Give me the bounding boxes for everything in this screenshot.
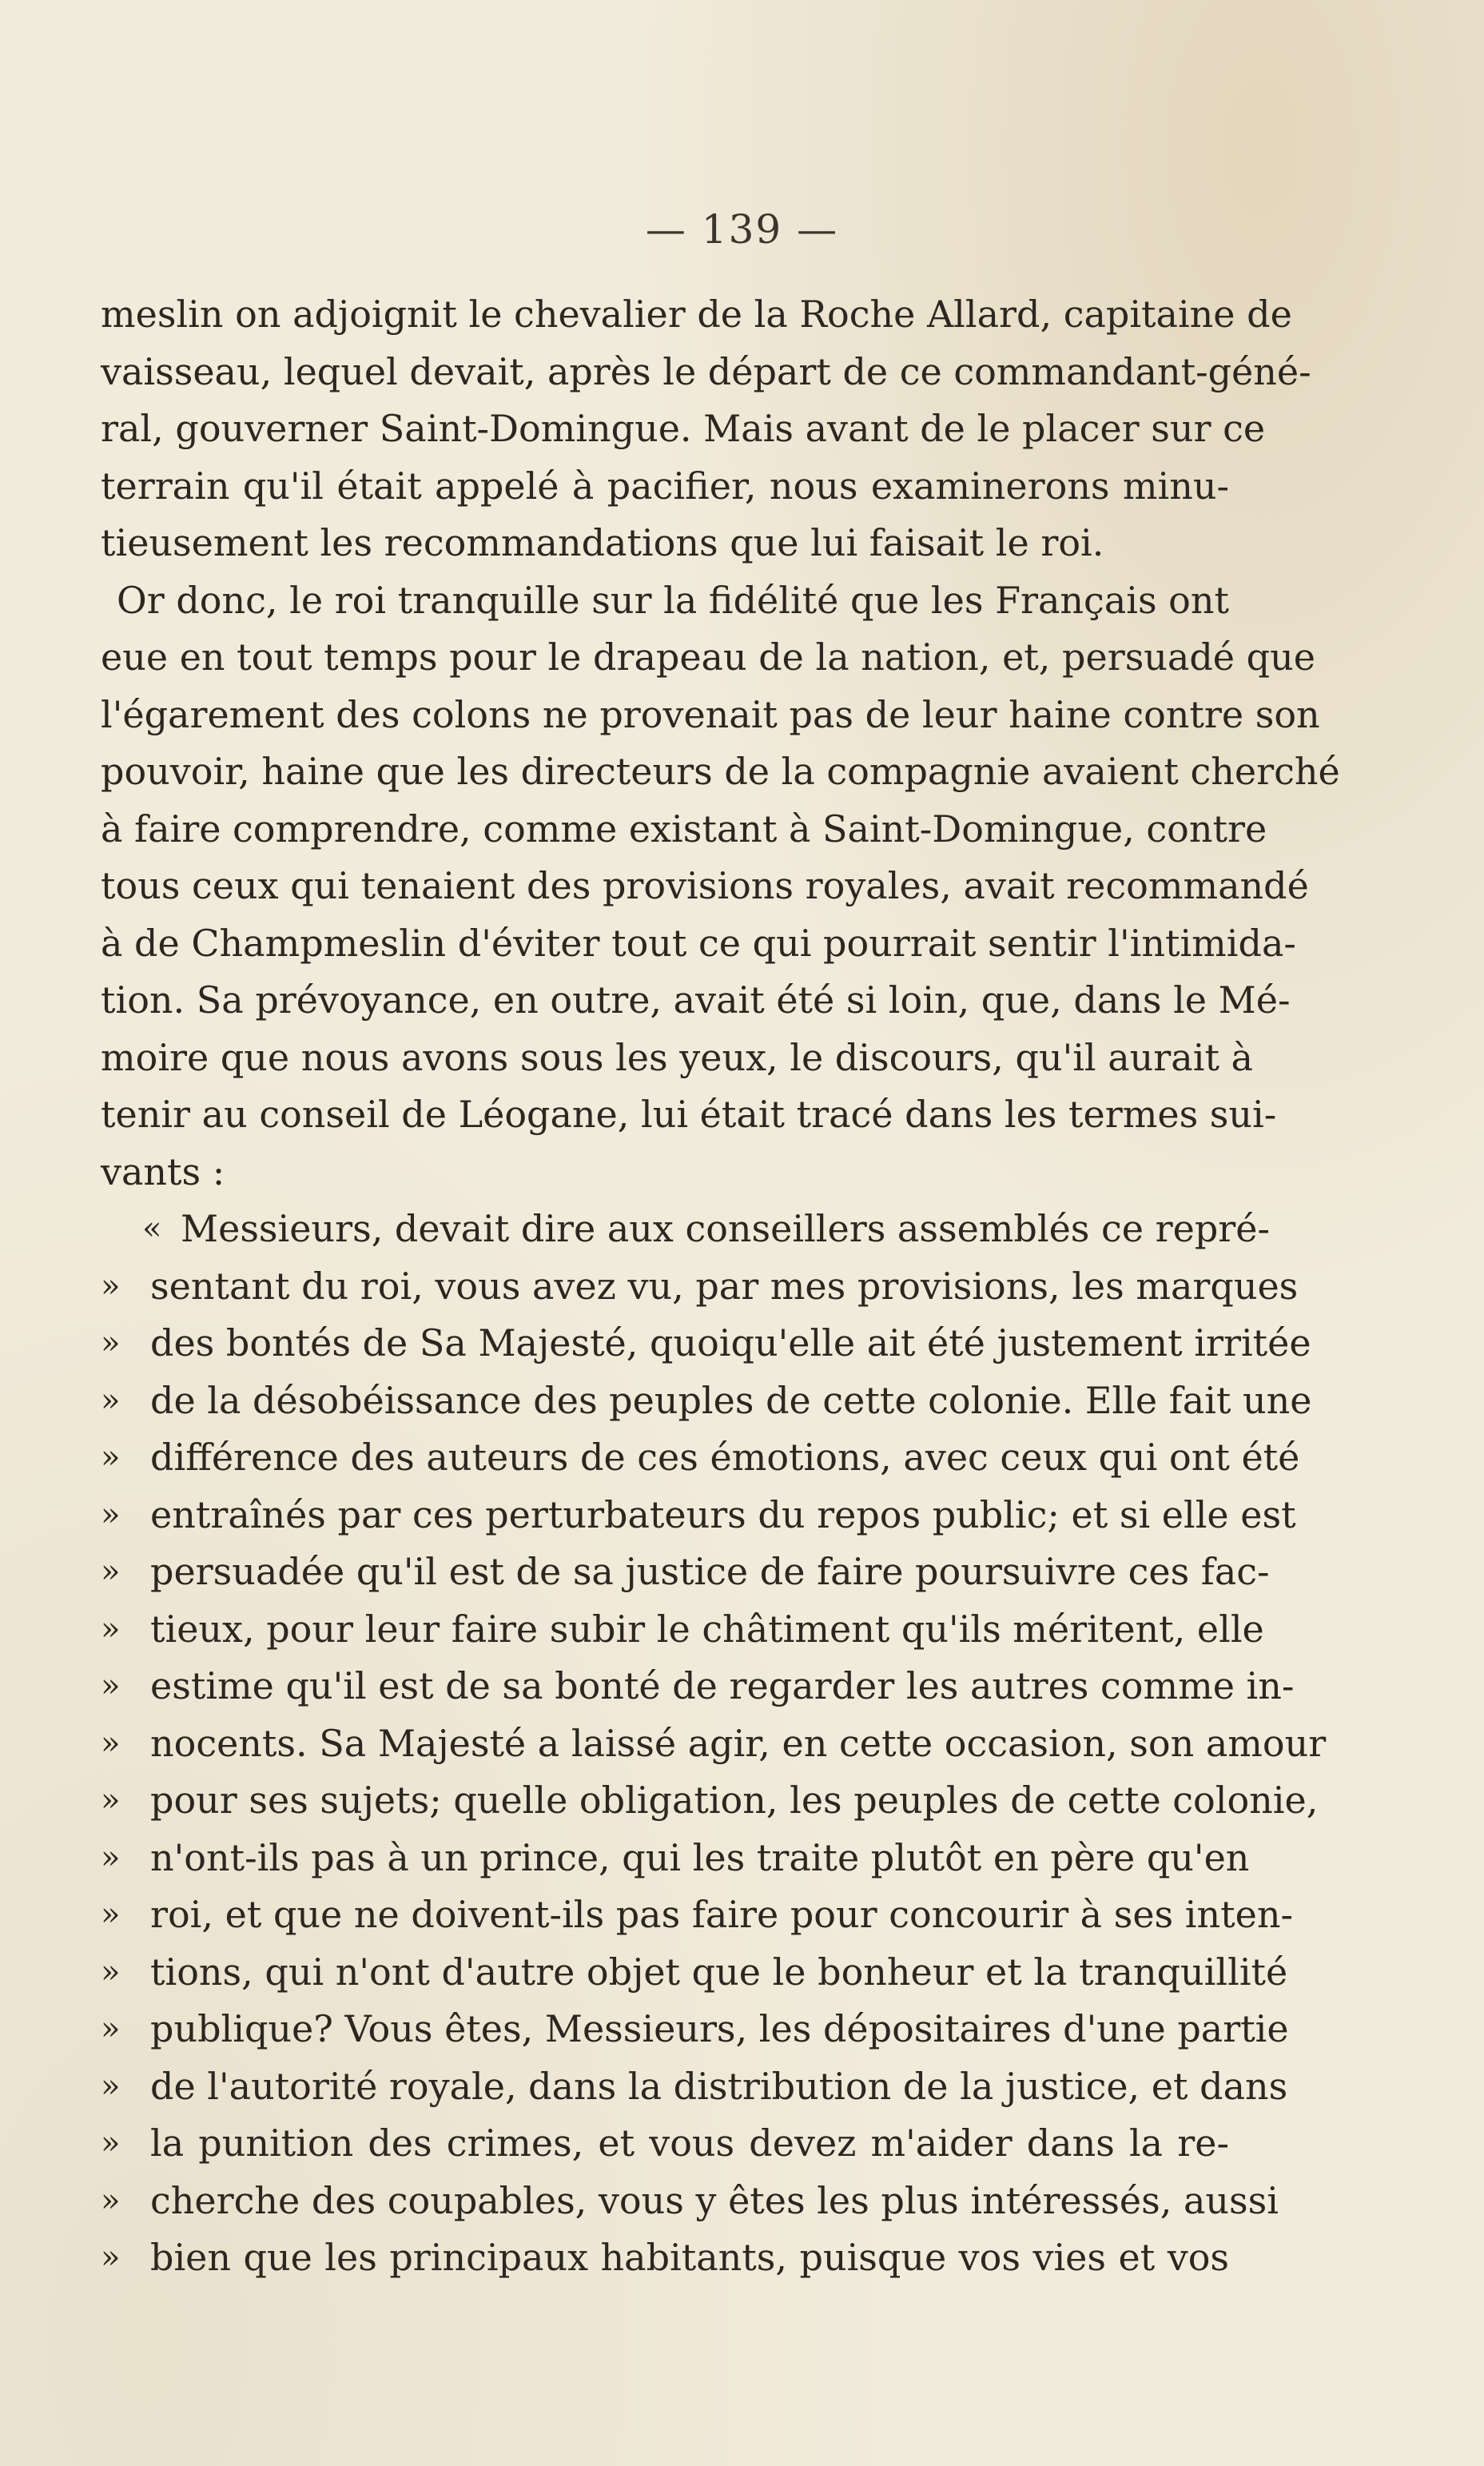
continuation-quote-mark: » — [101, 1381, 121, 1419]
text-line: meslin on adjoignit le chevalier de la Roche Allard, capitaine de — [101, 293, 1292, 336]
quote-line-text: bien que les principaux habitants, puisque vos vies et vos — [150, 2236, 1229, 2279]
quote-line-text: estime qu'il est de sa bonté de regarder les autres comme in- — [150, 1664, 1295, 1707]
text-line: Or donc, le roi tranquille sur la fidélité que les Français ont — [117, 578, 1229, 622]
quote-line — [101, 1544, 1270, 1600]
continuation-quote-mark: » — [101, 1667, 121, 1704]
quote-line-text: tions, qui n'ont d'autre objet que le bonheur et la tranquillité — [150, 1950, 1288, 1994]
text-line: ral, gouverner Saint-Domingue. Mais avant de le placer sur ce — [101, 407, 1266, 450]
quote-line — [101, 1944, 1288, 2000]
open-quote-mark: « — [142, 1210, 162, 1247]
quote-line — [101, 2229, 1229, 2285]
quote-line-text: sentant du roi, vous avez vu, par mes provisions, les marques — [150, 1264, 1299, 1308]
text-line: à de Champmeslin d'éviter tout ce qui pourrait sentir l'intimida- — [101, 921, 1296, 965]
quote-line — [101, 1372, 1312, 1428]
text-line: à faire comprendre, comme existant à Saint-Domingue, contre — [101, 807, 1267, 851]
quote-line — [101, 1715, 1327, 1771]
quote-line-text: Messieurs, devait dire aux conseillers assemblés ce repré- — [181, 1207, 1271, 1250]
quote-line-text: pour ses sujets; quelle obligation, les peuples de cette colonie, — [150, 1779, 1319, 1822]
text-line: l'égarement des colons ne provenait pas de leur haine contre son — [101, 692, 1320, 736]
text-line: vaisseau, lequel devait, après le départ de ce commandant-géné- — [101, 349, 1311, 393]
quote-line — [101, 1315, 1311, 1371]
continuation-quote-mark: » — [101, 2067, 121, 2105]
quote-line — [101, 2173, 1279, 2229]
continuation-quote-mark: » — [101, 1325, 121, 1361]
quote-line — [101, 1658, 1295, 1714]
quote-line-text: différence des auteurs de ces émotions, avec ceux qui ont été — [150, 1436, 1300, 1479]
quote-line-text: roi, et que ne doivent-ils pas faire pour concourir à ses inten- — [150, 1893, 1293, 1936]
continuation-quote-mark: » — [101, 1839, 121, 1876]
continuation-quote-mark: » — [101, 2125, 121, 2161]
continuation-quote-mark: » — [101, 1724, 121, 1762]
text-line: tous ceux qui tenaient des provisions royales, avait recommandé — [101, 864, 1309, 907]
quote-line — [101, 1772, 1319, 1828]
quote-line-text: entraînés par ces perturbateurs du repos public; et si elle est — [150, 1492, 1296, 1536]
quote-line — [101, 1258, 1299, 1314]
quote-line — [101, 2058, 1288, 2114]
quote-line-text: la punition des crimes, et vous devez m'aider dans la re- — [150, 2121, 1229, 2165]
text-line: eue en tout temps pour le drapeau de la nation, et, persuadé que — [101, 635, 1315, 679]
text-line: tion. Sa prévoyance, en outre, avait été si loin, que, dans le Mé- — [101, 978, 1291, 1022]
quote-line-text: nocents. Sa Majesté a laissé agir, en cette occasion, son amour — [150, 1721, 1327, 1765]
text-line: vants : — [101, 1149, 225, 1193]
quote-line-text: des bontés de Sa Majesté, quoiqu'elle ait été justement irritée — [150, 1321, 1311, 1364]
quote-line — [101, 2115, 1229, 2171]
page-number: — 139 — — [645, 206, 839, 253]
continuation-quote-mark: » — [101, 1496, 121, 1533]
text-line: moire que nous avons sous les yeux, le discours, qu'il aurait à — [101, 1035, 1253, 1079]
text-line: terrain qu'il était appelé à pacifier, nous examinerons minu- — [101, 464, 1229, 508]
quote-line-text: n'ont-ils pas à un prince, qui les traite plutôt en père qu'en — [150, 1835, 1250, 1879]
continuation-quote-mark: » — [101, 2181, 121, 2219]
text-line: tenir au conseil de Léogane, lui était tracé dans les termes sui- — [101, 1093, 1277, 1136]
continuation-quote-mark: » — [101, 1267, 121, 1305]
quote-line — [101, 1830, 1250, 1886]
quote-line — [101, 2001, 1289, 2057]
continuation-quote-mark: » — [101, 1896, 121, 1933]
quote-line — [101, 1601, 1264, 1657]
continuation-quote-mark: » — [101, 1553, 121, 1590]
continuation-quote-mark: » — [101, 2010, 121, 2047]
quote-line-text: cherche des coupables, vous y êtes les plus intéressés, aussi — [150, 2178, 1279, 2222]
text-line: pouvoir, haine que les directeurs de la compagnie avaient cherché — [101, 750, 1340, 793]
continuation-quote-mark: » — [101, 1782, 121, 1819]
quote-line-text: de la désobéissance des peuples de cette colonie. Elle fait une — [150, 1378, 1312, 1422]
quote-line — [101, 1487, 1296, 1543]
continuation-quote-mark: » — [101, 1953, 121, 1990]
continuation-quote-mark: » — [101, 2239, 121, 2276]
quote-line-text: persuadée qu'il est de sa justice de faire poursuivre ces fac- — [150, 1550, 1270, 1593]
quote-line — [101, 1886, 1293, 1942]
quote-line — [101, 1429, 1300, 1485]
quote-line-text: de l'autorité royale, dans la distribution de la justice, et dans — [150, 2064, 1288, 2108]
quote-line — [101, 1201, 1271, 1257]
continuation-quote-mark: » — [101, 1439, 121, 1476]
quote-line-text: publique? Vous êtes, Messieurs, les dépositaires d'une partie — [150, 2007, 1289, 2050]
continuation-quote-mark: » — [101, 1610, 121, 1647]
quote-line-text: tieux, pour leur faire subir le châtiment qu'ils méritent, elle — [150, 1607, 1264, 1651]
text-line: tieusement les recommandations que lui faisait le roi. — [101, 521, 1104, 564]
